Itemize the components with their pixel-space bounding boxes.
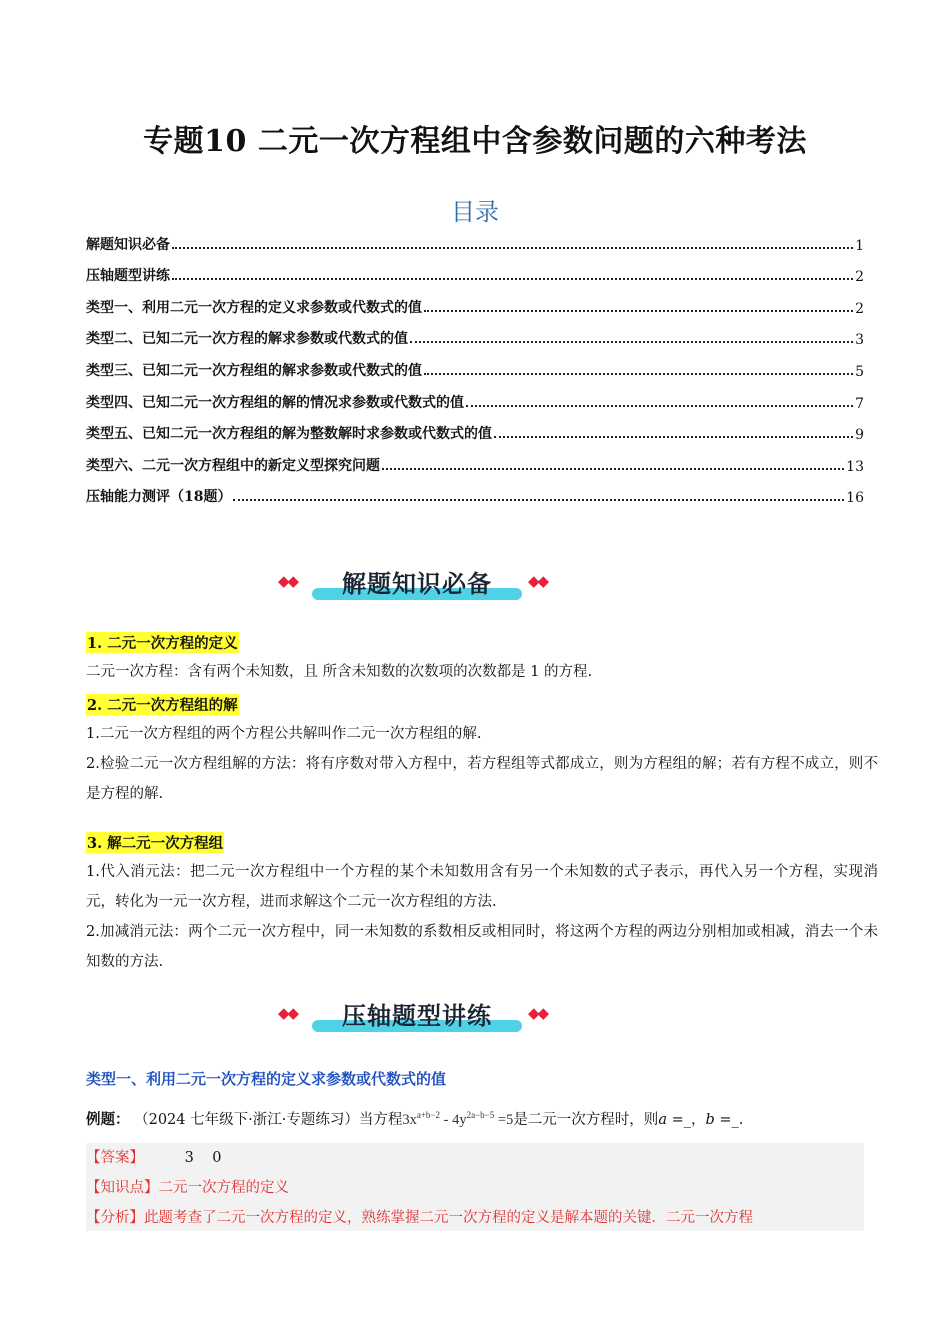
knowledge-point-value: 二元一次方程的定义 [158,1180,289,1196]
toc-entry[interactable] [86,443,864,475]
toc-entry-label: 类型一、利用二元一次方程的定义求参数或代数式的值 [86,299,422,316]
diamond-icon: ◆◆ [528,1004,548,1022]
toc-entry-page: 1 [855,237,864,254]
toc-entry-label: 压轴题型讲练 [86,268,170,285]
toc-heading: 目录 [451,198,499,226]
equation [402,1112,513,1128]
toc-entry-label: 压轴能力测评（18题） [86,489,232,506]
diamond-icon: ◆◆ [528,572,548,590]
toc-entry[interactable] [86,475,864,507]
toc-leader-dots [172,278,853,280]
toc-leader-dots [424,310,853,312]
answer-label: 【答案】 [86,1150,144,1166]
toc-entry-label: 类型五、已知二元一次方程组的解为整数解时求参数或代数式的值 [86,426,492,443]
section-heading: 1. 二元一次方程的定义 [86,632,239,653]
toc-entry[interactable] [86,317,864,349]
equation-exponent: 2a−b−5 [466,1110,495,1121]
equation-term: - 4y [440,1112,467,1128]
example-label: 例题： [86,1111,130,1128]
paragraph: 2.加减消元法：两个二元一次方程中，同一未知数的系数相反或相同时，将这两个方程的两边分别相加或相减，消去一个未知数的方法. [86,924,878,970]
toc-leader-dots [494,436,853,438]
diamond-icon: ◆◆ [278,1004,298,1022]
banner-title: 压轴题型讲练 [342,1002,492,1030]
toc-entry-page: 2 [855,269,864,286]
paragraph: 1.二元一次方程组的两个方程公共解叫作二元一次方程组的解. [86,726,482,742]
toc-leader-dots [233,499,844,501]
toc-entry[interactable] [86,222,864,254]
section-heading: 2. 二元一次方程组的解 [86,694,239,715]
knowledge-point-label: 【知识点】 [86,1180,159,1196]
toc-entry-label: 解题知识必备 [86,236,170,253]
section-heading: 3. 解二元一次方程组 [86,832,224,853]
section-banner-knowledge [0,560,950,610]
toc-entry-page: 13 [846,458,864,475]
toc-entry-label: 类型六、二元一次方程组中的新定义型探究问题 [86,457,380,474]
paragraph: 二元一次方程：含有两个未知数，且 所含未知数的次数项的次数都是 1 的方程. [86,664,593,680]
toc-entry[interactable] [86,380,864,412]
section-banner-practice [0,992,950,1042]
toc-leader-dots [410,341,853,343]
banner-title: 解题知识必备 [342,570,492,598]
toc-entry-label: 类型二、已知二元一次方程的解求参数或代数式的值 [86,331,408,348]
paragraph: 1.代入消元法：把二元一次方程组中一个方程的某个未知数用含有另一个未知数的式子表示，再代入另一个方程，实现消元，转化为一元一次方程，进而求解这个二元一次方程组的方法. [86,864,878,910]
analysis-label: 【分析】 [86,1210,144,1226]
knowledge-point-line [86,1176,289,1197]
toc-entry-page: 7 [855,395,864,412]
type1-heading: 类型一、利用二元一次方程的定义求参数或代数式的值 [86,1070,447,1088]
toc-entry-page: 16 [846,490,864,507]
toc-entry-label: 类型三、已知二元一次方程组的解求参数或代数式的值 [86,362,422,379]
toc-entry-page: 5 [855,363,864,380]
knowledge-section-3 [86,832,878,977]
knowledge-section-2 [86,694,878,809]
analysis-value: 此题考查了二元一次方程的定义，熟练掌握二元一次方程的定义是解本题的关键．二元一次方程 [144,1210,753,1226]
answer-value: 3 0 [184,1150,222,1166]
example-question [86,1108,743,1129]
blank-b: =_. [714,1112,744,1128]
toc-entry-page: 9 [855,427,864,444]
document-title: 专题10 二元一次方程组中含参数问题的六种考法 [143,124,807,159]
diamond-icon: ◆◆ [278,572,298,590]
equation-exponent: a+b−2 [416,1110,440,1121]
variable-b: b [705,1112,715,1128]
toc-leader-dots [382,468,844,470]
analysis-line [86,1206,753,1227]
paragraph: 2.检验二元一次方程组解的方法：将有序数对带入方程中，若方程组等式都成立，则为方程组的解；若有方程不成立，则不是方程的解. [86,756,878,802]
toc-entry[interactable] [86,412,864,444]
toc-entry-label: 类型四、已知二元一次方程组的解的情况求参数或代数式的值 [86,394,464,411]
toc-leader-dots [172,247,853,249]
toc-entry[interactable] [86,254,864,286]
table-of-contents [86,222,864,506]
toc-leader-dots [424,373,853,375]
toc-entry-page: 2 [855,300,864,317]
example-tail: 是二元一次方程时，则 [513,1112,659,1128]
answer-line [86,1146,222,1167]
equation-term: 3x [402,1112,417,1128]
toc-leader-dots [466,405,853,407]
blank-a: =_， [666,1112,706,1128]
toc-entry[interactable] [86,285,864,317]
toc-entry[interactable] [86,348,864,380]
variable-a: a [658,1112,667,1128]
knowledge-section-1 [86,632,878,687]
equation-term: =5 [494,1112,514,1128]
example-source: （2024 七年级下·浙江·专题练习）当方程 [134,1112,403,1128]
toc-entry-page: 3 [855,332,864,349]
